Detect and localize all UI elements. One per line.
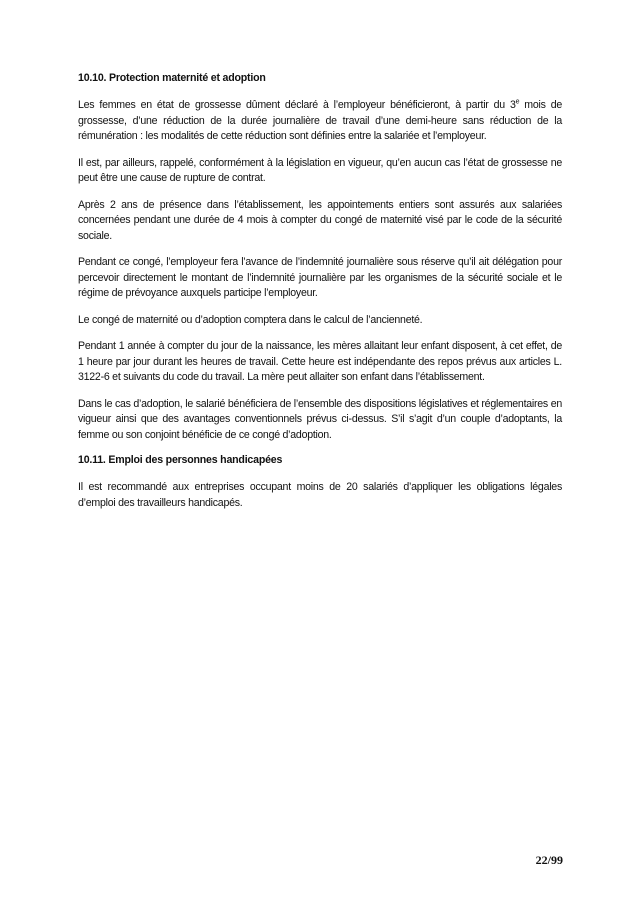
paragraph-appointements: Après 2 ans de présence dans l’établissement, les appointements entiers sont assurés aux salariées concernées pendant une durée de 4 mois à compter du congé de maternité visé par le code de la sécurité sociale.	[78, 198, 562, 242]
paragraph-allaitement: Pendant 1 année à compter du jour de la naissance, les mères allaitant leur enfant disposent, à cet effet, de 1 heure par jour durant les heures de travail. Cette heure est indépendante des repos prévus aux articles L. 3122-6 et suivants du code du travail. La mère peut allaiter son enfant dans l’établissement.	[78, 340, 562, 383]
paragraph-reduction-duree	[78, 98, 562, 145]
paragraph-adoption: Dans le cas d’adoption, le salarié bénéficiera de l’ensemble des dispositions législatives et réglementaires en vigueur ainsi que des avantages conventionnels prévus ci-dessus. S’il s’agit d’un couple d’adoptants, la femme ou son conjoint bénéficie de ce congé d’adoption.	[78, 397, 562, 441]
page-number: 22/99	[535, 853, 563, 867]
paragraph-text: mois de grossesse, d’une réduction de la durée journalière de travail d’une demi-heure sans réduction de la rémunération : les modalités de cette réduction sont définies entre la salariée et l’employeur.	[78, 99, 562, 142]
section-heading-maternity: 10.10. Protection maternité et adoption	[78, 72, 266, 84]
ordinal-superscript: e	[515, 98, 520, 106]
paragraph-anciennete: Le congé de maternité ou d’adoption comptera dans le calcul de l’ancienneté.	[78, 313, 423, 326]
section-heading-handicap: 10.11. Emploi des personnes handicapées	[78, 454, 283, 466]
paragraph-handicap: Il est recommandé aux entreprises occupant moins de 20 salariés d’appliquer les obligations légales d’emploi des travailleurs handicapés.	[78, 481, 562, 509]
paragraph-indemnite: Pendant ce congé, l’employeur fera l’avance de l’indemnité journalière sous réserve qu’il ait délégation pour percevoir directement le montant de l’indemnité journalière par les organismes de la sécurité sociale et le régime de prévoyance auxquels participe l’employeur.	[78, 256, 562, 299]
paragraph-rupture-contrat: Il est, par ailleurs, rappelé, conformément à la législation en vigueur, qu’en aucun cas l’état de grossesse ne peut être une cause de rupture de contrat.	[78, 156, 562, 184]
document-page	[78, 72, 562, 522]
paragraph-text: Les femmes en état de grossesse dûment déclaré à l’employeur bénéficieront, à partir du 3	[78, 99, 516, 111]
